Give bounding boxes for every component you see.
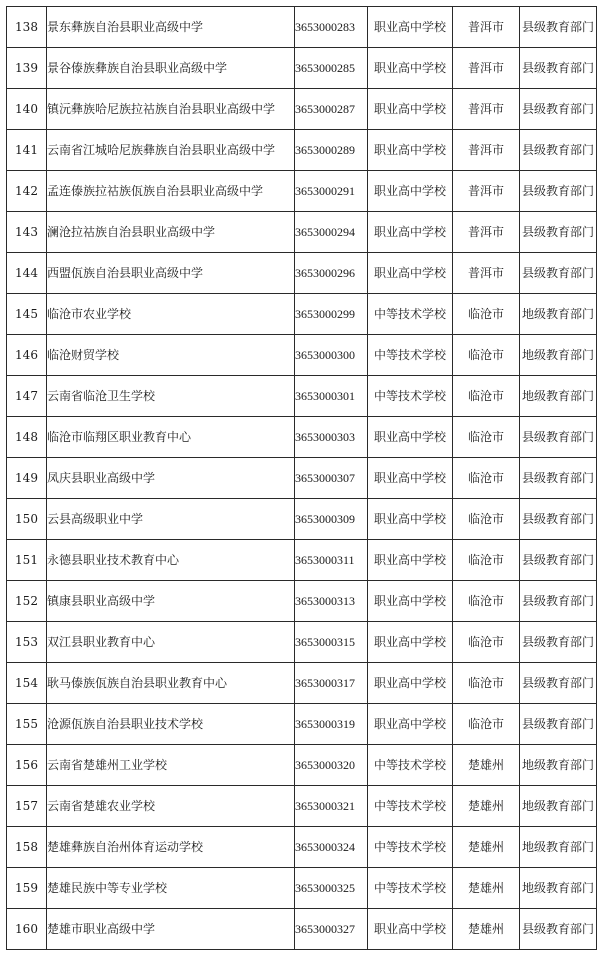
school-name-cell: 云南省临沧卫生学校: [47, 376, 295, 417]
school-code-cell: 3653000291: [295, 171, 368, 212]
school-code-cell: 3653000296: [295, 253, 368, 294]
school-name-cell: 澜沧拉祜族自治县职业高级中学: [47, 212, 295, 253]
row-number-cell: 140: [7, 89, 47, 130]
school-code-cell: 3653000283: [295, 7, 368, 48]
row-number-cell: 139: [7, 48, 47, 89]
school-name-cell: 楚雄彝族自治州体育运动学校: [47, 827, 295, 868]
department-cell: 县级教育部门: [520, 7, 597, 48]
row-number-cell: 160: [7, 909, 47, 950]
school-type-cell: 中等技术学校: [368, 376, 453, 417]
table-row: [7, 581, 597, 622]
school-code-cell: 3653000294: [295, 212, 368, 253]
row-number-cell: 145: [7, 294, 47, 335]
city-cell: 普洱市: [453, 7, 520, 48]
school-type-cell: 中等技术学校: [368, 786, 453, 827]
school-name-cell: 镇康县职业高级中学: [47, 581, 295, 622]
table-row: [7, 89, 597, 130]
school-type-cell: 职业高中学校: [368, 499, 453, 540]
department-cell: 地级教育部门: [520, 745, 597, 786]
city-cell: 楚雄州: [453, 868, 520, 909]
school-code-cell: 3653000303: [295, 417, 368, 458]
school-name-cell: 景谷傣族彝族自治县职业高级中学: [47, 48, 295, 89]
city-cell: 临沧市: [453, 704, 520, 745]
table-row: [7, 827, 597, 868]
school-name-cell: 景东彝族自治县职业高级中学: [47, 7, 295, 48]
city-cell: 普洱市: [453, 212, 520, 253]
school-type-cell: 中等技术学校: [368, 868, 453, 909]
school-name-cell: 凤庆县职业高级中学: [47, 458, 295, 499]
school-code-cell: 3653000324: [295, 827, 368, 868]
department-cell: 县级教育部门: [520, 909, 597, 950]
city-cell: 普洱市: [453, 48, 520, 89]
department-cell: 地级教育部门: [520, 868, 597, 909]
school-name-cell: 云县高级职业中学: [47, 499, 295, 540]
city-cell: 普洱市: [453, 89, 520, 130]
city-cell: 楚雄州: [453, 909, 520, 950]
row-number-cell: 149: [7, 458, 47, 499]
school-type-cell: 职业高中学校: [368, 253, 453, 294]
school-name-cell: 云南省楚雄农业学校: [47, 786, 295, 827]
school-name-cell: 云南省楚雄州工业学校: [47, 745, 295, 786]
table-row: [7, 130, 597, 171]
school-name-cell: 楚雄市职业高级中学: [47, 909, 295, 950]
department-cell: 地级教育部门: [520, 335, 597, 376]
department-cell: 县级教育部门: [520, 458, 597, 499]
department-cell: 地级教育部门: [520, 786, 597, 827]
department-cell: 县级教育部门: [520, 212, 597, 253]
row-number-cell: 141: [7, 130, 47, 171]
row-number-cell: 143: [7, 212, 47, 253]
school-type-cell: 职业高中学校: [368, 212, 453, 253]
table-body: [7, 7, 597, 950]
school-name-cell: 双江县职业教育中心: [47, 622, 295, 663]
table-row: [7, 745, 597, 786]
table-row: [7, 540, 597, 581]
city-cell: 临沧市: [453, 376, 520, 417]
row-number-cell: 155: [7, 704, 47, 745]
school-name-cell: 西盟佤族自治县职业高级中学: [47, 253, 295, 294]
department-cell: 县级教育部门: [520, 499, 597, 540]
school-code-cell: 3653000311: [295, 540, 368, 581]
school-type-cell: 职业高中学校: [368, 540, 453, 581]
school-name-cell: 永德县职业技术教育中心: [47, 540, 295, 581]
school-code-cell: 3653000325: [295, 868, 368, 909]
row-number-cell: 153: [7, 622, 47, 663]
school-code-cell: 3653000307: [295, 458, 368, 499]
department-cell: 县级教育部门: [520, 417, 597, 458]
school-name-cell: 耿马傣族佤族自治县职业教育中心: [47, 663, 295, 704]
school-type-cell: 中等技术学校: [368, 294, 453, 335]
table-row: [7, 171, 597, 212]
school-code-cell: 3653000321: [295, 786, 368, 827]
school-name-cell: 临沧财贸学校: [47, 335, 295, 376]
school-type-cell: 职业高中学校: [368, 130, 453, 171]
school-code-cell: 3653000327: [295, 909, 368, 950]
city-cell: 楚雄州: [453, 827, 520, 868]
city-cell: 临沧市: [453, 335, 520, 376]
school-type-cell: 职业高中学校: [368, 663, 453, 704]
table-row: [7, 786, 597, 827]
school-type-cell: 职业高中学校: [368, 171, 453, 212]
row-number-cell: 150: [7, 499, 47, 540]
school-code-cell: 3653000287: [295, 89, 368, 130]
school-code-cell: 3653000317: [295, 663, 368, 704]
school-name-cell: 沧源佤族自治县职业技术学校: [47, 704, 295, 745]
school-code-cell: 3653000309: [295, 499, 368, 540]
school-name-cell: 孟连傣族拉祜族佤族自治县职业高级中学: [47, 171, 295, 212]
department-cell: 县级教育部门: [520, 253, 597, 294]
city-cell: 临沧市: [453, 622, 520, 663]
row-number-cell: 142: [7, 171, 47, 212]
city-cell: 临沧市: [453, 540, 520, 581]
city-cell: 临沧市: [453, 294, 520, 335]
city-cell: 楚雄州: [453, 786, 520, 827]
school-type-cell: 职业高中学校: [368, 909, 453, 950]
table-row: [7, 212, 597, 253]
city-cell: 临沧市: [453, 581, 520, 622]
table-row: [7, 335, 597, 376]
row-number-cell: 159: [7, 868, 47, 909]
table-row: [7, 868, 597, 909]
city-cell: 普洱市: [453, 253, 520, 294]
school-type-cell: 职业高中学校: [368, 417, 453, 458]
table-row: [7, 499, 597, 540]
school-type-cell: 中等技术学校: [368, 745, 453, 786]
department-cell: 县级教育部门: [520, 540, 597, 581]
school-name-cell: 临沧市农业学校: [47, 294, 295, 335]
city-cell: 临沧市: [453, 499, 520, 540]
table-row: [7, 909, 597, 950]
school-code-cell: 3653000301: [295, 376, 368, 417]
school-type-cell: 职业高中学校: [368, 89, 453, 130]
department-cell: 县级教育部门: [520, 130, 597, 171]
school-code-cell: 3653000320: [295, 745, 368, 786]
city-cell: 普洱市: [453, 130, 520, 171]
school-name-cell: 镇沅彝族哈尼族拉祜族自治县职业高级中学: [47, 89, 295, 130]
row-number-cell: 157: [7, 786, 47, 827]
row-number-cell: 152: [7, 581, 47, 622]
school-type-cell: 职业高中学校: [368, 581, 453, 622]
school-type-cell: 职业高中学校: [368, 7, 453, 48]
row-number-cell: 151: [7, 540, 47, 581]
department-cell: 县级教育部门: [520, 663, 597, 704]
school-code-cell: 3653000319: [295, 704, 368, 745]
department-cell: 地级教育部门: [520, 294, 597, 335]
school-type-cell: 中等技术学校: [368, 335, 453, 376]
table-row: [7, 704, 597, 745]
row-number-cell: 154: [7, 663, 47, 704]
city-cell: 楚雄州: [453, 745, 520, 786]
table-row: [7, 458, 597, 499]
row-number-cell: 158: [7, 827, 47, 868]
row-number-cell: 138: [7, 7, 47, 48]
table-row: [7, 294, 597, 335]
school-type-cell: 中等技术学校: [368, 827, 453, 868]
table-row: [7, 7, 597, 48]
row-number-cell: 147: [7, 376, 47, 417]
table-row: [7, 376, 597, 417]
table-row: [7, 417, 597, 458]
school-type-cell: 职业高中学校: [368, 458, 453, 499]
department-cell: 地级教育部门: [520, 376, 597, 417]
table-row: [7, 663, 597, 704]
department-cell: 县级教育部门: [520, 704, 597, 745]
school-list-table: [6, 6, 597, 950]
row-number-cell: 148: [7, 417, 47, 458]
department-cell: 县级教育部门: [520, 89, 597, 130]
table-row: [7, 622, 597, 663]
school-code-cell: 3653000313: [295, 581, 368, 622]
school-type-cell: 职业高中学校: [368, 48, 453, 89]
school-type-cell: 职业高中学校: [368, 704, 453, 745]
department-cell: 县级教育部门: [520, 48, 597, 89]
department-cell: 地级教育部门: [520, 827, 597, 868]
school-code-cell: 3653000300: [295, 335, 368, 376]
school-code-cell: 3653000289: [295, 130, 368, 171]
department-cell: 县级教育部门: [520, 171, 597, 212]
table-row: [7, 48, 597, 89]
school-name-cell: 楚雄民族中等专业学校: [47, 868, 295, 909]
department-cell: 县级教育部门: [520, 581, 597, 622]
school-type-cell: 职业高中学校: [368, 622, 453, 663]
school-code-cell: 3653000315: [295, 622, 368, 663]
school-code-cell: 3653000299: [295, 294, 368, 335]
city-cell: 临沧市: [453, 417, 520, 458]
row-number-cell: 146: [7, 335, 47, 376]
city-cell: 临沧市: [453, 663, 520, 704]
school-name-cell: 云南省江城哈尼族彝族自治县职业高级中学: [47, 130, 295, 171]
school-name-cell: 临沧市临翔区职业教育中心: [47, 417, 295, 458]
table-row: [7, 253, 597, 294]
row-number-cell: 144: [7, 253, 47, 294]
city-cell: 临沧市: [453, 458, 520, 499]
row-number-cell: 156: [7, 745, 47, 786]
department-cell: 县级教育部门: [520, 622, 597, 663]
city-cell: 普洱市: [453, 171, 520, 212]
school-code-cell: 3653000285: [295, 48, 368, 89]
